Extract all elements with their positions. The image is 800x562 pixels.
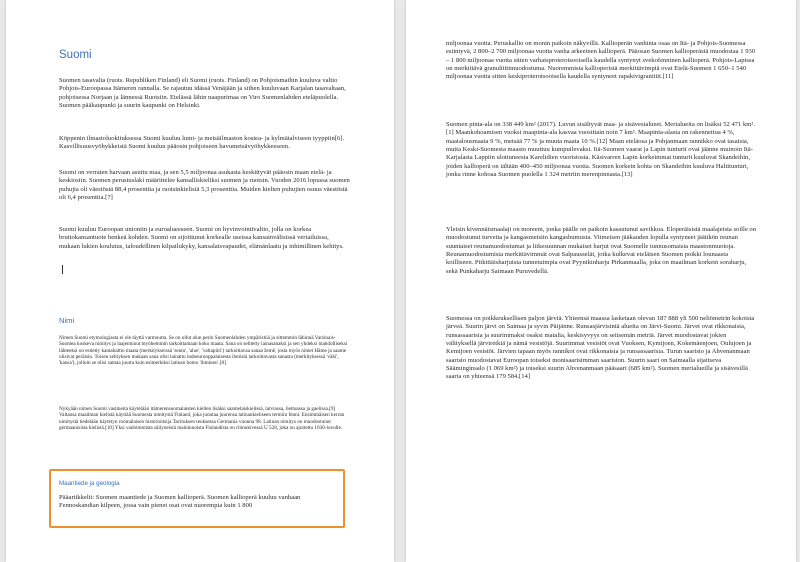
- geologia-paragraph: Pääartikkelit: Suomen maantiede ja Suomen kallioperä. Suomen kallioperä kuuluu vanhaan Fennoskandian kilpeen, jossa vain pienet osat ovat nuorempia kuin 1 800: [59, 494, 301, 510]
- page-title: Suomi: [59, 49, 92, 61]
- document-page-1[interactable]: [6, 0, 394, 562]
- nimi-paragraph-etymology: Nimen Suomi etymologiasta ei ole täyttä varmuutta. Se on ollut alun perin Suomenlahden ympäristöä ja sittemmin lähinnä Varsinais-Suomea koskeva nimitys ja laajentunut myöhemmin tarkoittamaan koko maata. Sana on selitetty lainasanaksi ja sen yhdeksi mahdolliseksi lähteeksi on esitetty kantabaltin maata (merkitykseissä 'seutu', 'alue', 'valtapiiri') tarkoittavaa sanaa žemē, josta myös nimet Häme ja saame olisivat peräisin. Toisen selityksen mukaan sana olisi lainattu indoeurooppalaisesta ihmistä tarkoittavasta sanasta (merkityksessä 'väki', 'kansa'), jolloin se olisi samaa juurta kuin esimerkiksi latinan homo 'ihminen'.[8]: [59, 335, 348, 367]
- bedrock-paragraph: miljoonaa vuotta. Peruskallio on monin paikoin näkyvillä. Kallioperän vanhinta osaa on Itä- ja Pohjois-Suomessa esiintyvä, 2 800–2 700 miljoonaa vuotta vanha arkeeinen kallioperä. Pääosan Suomen kallioperästä muodostaa 1 930 – 1 800 miljoonaa vuotta sitten varhaisproterotsooisella kaudella syntynyt svekofenninen kallioperä. Pohjois-Lapissa on merkittävä granuliittimuodostuma. Nuoremmista kallioperistä merkittävimpiä ovat Etelä-Suomen 1 650–1 540 miljoonaa vuotta sitten keskiproterotsooisella kaudella syntyneet rapakivigraniitit.[11]: [446, 40, 756, 81]
- document-page-2[interactable]: [406, 0, 796, 562]
- lakes-paragraph: Suomessa on poikkeuksellisen paljon järviä. Yhteensä maassa lasketaan olevan 187 888 yli 500 neliömetrin kokoista järveä. Suurin järvi on Saimaa ja syvin Päijänne. Runsasjärvisintä aluetta on Järvi-Suomi. Järvet ovat rikkonaisia, runsassaarisia ja suurimmaksi osaksi matalia, keskisyvyys on seitsemän metriä. Järvet muodostavat jokien välityksellä järviretkiä ja nämä vesistöjä. Suurimmat vesistöt ovat Vuoksen, Kymijoen, Kokemäenjoen, Oulujoen ja Kemijoen vesistöt. Järvien tapaan myös rannikot ovat rikkonaisia ja runsassaarisia. Turun saaristo ja Ahvenanmaan saaristo muodostavat Euroopan toiseksi monisaarisimman saariston. Suurin saari on Saimaalla sijaitseva Sääminginsalo (1 069 km²) ja toiseksi suurin Ahvenanmaan pääsaari (685 km²). Suomen merialueilla ja sisävesillä saaria on yhteensä 179 584.[14]: [446, 315, 755, 381]
- section-heading-nimi: Nimi: [59, 316, 75, 325]
- population-paragraph: Suomi on verraten harvaan asuttu maa, ja sen 5,5 miljoonaa asukasta keskittyvät pääosin maan etelä- ja keskiosiin. Suomen perustuslaki määrittelee kansalliskieliksi suomen ja ruotsin. Vuoden 2016 lopussa suomen puhujia oli väestöstä 88,4 prosenttia ja ruotsinkielisiä 5,3 prosenttia. Muiden kielten puhujien osuus väestöstä oli 6,4 prosenttia.[7]: [59, 169, 350, 202]
- soil-paragraph: Yleisin kivennäismaalaji on moreeni, jonka päälle on paikoin kasautunut savikkoa. Eloperäisistä maalajeista soille on muodostunut turvetta ja kangasmetsiin kangashumusta. Viimeisen jääkauden lopulla syntyneet jäätikön reunan suuntaiset reunamuodostumat ja liikesuunnan mukaiset harjut ovat Suomelle tunnusomaisia maastonmuotoja. Reunamuodostumista merkittävimmät ovat Salpausselät, jotka kulkevat eteläisen Suomen poikki lounaasta koilliseen. Pitkittäisharjuista tunnetuimpia ovat Pyynikinharju Pirkanmaalla, joka on maailman korkein soraharju, sekä Punkaharju Saimaan Puruvedellä.: [446, 226, 757, 275]
- text-cursor: [62, 265, 63, 274]
- eu-paragraph: Suomi kuuluu Euroopan unioniin ja euroalueeseen. Suomi on hyvinvointivaltio, jolla on korkea bruttokansantuote henkeä kohden. Suomi on sijoittunut korkealle useissa kansainvälisissä vertailuissa, mukaan lukien koulutus, taloudellinen kilpailukyky, kansalaisvapaudet, elämänlaatu ja inhimillinen kehitys.: [59, 226, 344, 250]
- climate-paragraph: Köppenin ilmastoluokituksessa Suomi kuuluu lumi- ja metsäilmaston kostea- ja kylmätalviseen tyyppiin[6]. Kasvillisuusvyöhykkeistä Suomi kuuluu pääosin pohjoiseen havumetsävyöhykkeeseen.: [59, 135, 345, 151]
- section-heading-geologia: Maantiede ja geologia: [59, 480, 120, 487]
- intro-paragraph: Suomen tasavalta (ruots. Republiken Finland) eli Suomi (ruots. Finland) on Pohjoismaihin kuuluva valtio Pohjois-Euroopassa Itämeren rannalla. Se rajautuu idässä Venäjään ja siihen kuuluvaan Karjalan tasavaltaan, pohjoisessa Norjaan ja lännessä Ruotsiin. Etelässä lähin naapurimaa on Viro Suomenlahden eteläpuolella. Suomen pääkaupunki ja suurin kaupunki on Helsinki.: [59, 77, 346, 110]
- area-paragraph: Suomen pinta-ala on 338 449 km² (2017). Luvun sisältyvät maa- ja sisävesialueet. Merialueita on lisäksi 52 471 km².[1] Maankohoamisen vuoksi maapinta-ala kasvaa vuosittain noin 7 km². Maapinta-alasta on rakennettua 4 %, maatalousmaata 9 %, metsää 77 % ja muuta maata 10 %.[12] Maan eteläosa ja Pohjanmaan rannikko ovat tasaisia, mutta Keski-Suomesta maasto muuttuu kumpuilevaksi. Itä-Suomen vaarat ja Lapin tunturit ovat jäänne muinoin Itä-Karjalasta Lappiin ulottuneesta Karelidien vuoristosta. Käsivarren Lapin korkeimmat tunturit kuuluvat Skandeihin, joiden kallioperä on iältään 400–450 miljoonaa vuotta. Suomen korkein kohta on Skandeihin kuuluva Haltitunturi, jonka rinne kohoaa Suomen puolella 1 324 metriin merenpinnasta.[13]: [446, 121, 756, 179]
- nimi-paragraph-usage: Nykyään nimen Suomi vastineita käytetään itämerensuomalaisten kielten lisäksi saamelaiskielissä, latviassa, liettuassa ja gaelissa.[9] Valtaosa maailman kielistä käyttää Suomesta nimitystä Finland, joka juontaa juurensa latinankieliseen termiin fenni. Ensimmäisen kerran nimitystä tiedetään käytetyn roomalaisen historioitsija Tacituksen teoksessa Germania vuonna 98. Latinan nimitys on muodostunut germaanisista kielistä.[10] Yksi vanhimmista säilyneistä maininnoista Finlandista on riimukivessä U 528, joka on ajoitettu 1030-luvulle.: [59, 406, 345, 431]
